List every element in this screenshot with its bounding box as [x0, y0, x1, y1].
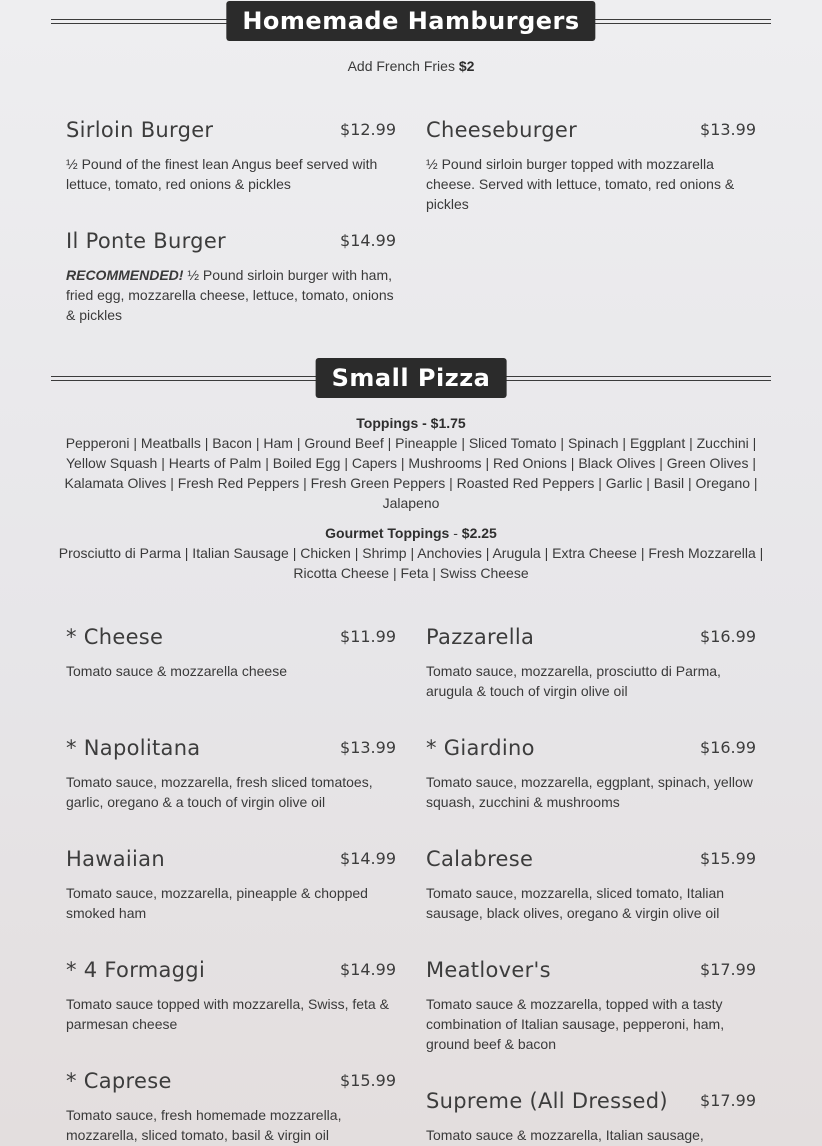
item-name: Meatlover's	[426, 958, 551, 982]
item-description: ½ Pound of the finest lean Angus beef served with lettuce, tomato, red onions & pickles	[66, 156, 378, 192]
item-price: $11.99	[340, 627, 396, 646]
toppings-label: Toppings - $1.75	[356, 415, 466, 431]
toppings-block	[51, 413, 771, 513]
item-price: $15.99	[700, 849, 756, 868]
item-price: $17.99	[700, 960, 756, 979]
item-description: Tomato sauce, fresh homemade mozzarella, mozzarella, sliced tomato, basil & virgin oil	[66, 1107, 342, 1143]
item-description-text: ½ Pound sirloin burger with ham, fried egg, mozzarella cheese, lettuce, tomato, onions & pickles	[66, 267, 394, 323]
item-name: Cheeseburger	[426, 118, 578, 142]
gourmet-price: $2.25	[461, 525, 497, 541]
item-name: * Cheese	[66, 625, 164, 649]
item-price: $14.99	[340, 849, 396, 868]
item-name: Il Ponte Burger	[66, 229, 226, 253]
item-description: Tomato sauce, mozzarella, pineapple & chopped smoked ham	[66, 885, 368, 921]
item-name: * 4 Formaggi	[66, 958, 206, 982]
pizza-section-header	[51, 358, 771, 398]
toppings-list: Pepperoni | Meatballs | Bacon | Ham | Ground Beef | Pineapple | Sliced Tomato | Spinach | Eggplant | Zucchini | Yellow Squash | Hearts of Palm | Boiled Egg | Capers | Mushrooms | Red Onions | Black Olives | Green Olives | Kalamata Olives | Fresh Red Peppers | Fresh Green Peppers | Roasted Red Peppers | Garlic | Basil | Oregano | Jalapeno	[64, 435, 758, 511]
item-price: $12.99	[340, 120, 396, 139]
hamburgers-section-header	[51, 1, 771, 41]
item-name: * Giardino	[426, 736, 535, 760]
fries-addon-price: $2	[458, 58, 475, 74]
pizza-title: Small Pizza	[316, 358, 507, 398]
fries-addon-text: Add French Fries	[347, 58, 459, 74]
item-price: $14.99	[340, 960, 396, 979]
item-description: Tomato sauce, mozzarella, eggplant, spinach, yellow squash, zucchini & mushrooms	[426, 774, 753, 810]
gourmet-separator: -	[449, 525, 462, 541]
item-price: $15.99	[340, 1071, 396, 1090]
item-price: $14.99	[340, 231, 396, 250]
item-price: $16.99	[700, 738, 756, 757]
item-name: Calabrese	[426, 847, 534, 871]
gourmet-toppings-block	[51, 523, 771, 583]
item-price: $17.99	[700, 1091, 756, 1110]
fries-addon	[51, 56, 771, 76]
item-name: Sirloin Burger	[66, 118, 214, 142]
item-description	[66, 265, 396, 325]
item-description: Tomato sauce & mozzarella cheese	[66, 663, 287, 679]
item-price: $16.99	[700, 627, 756, 646]
item-description: Tomato sauce topped with mozzarella, Swiss, feta & parmesan cheese	[66, 996, 389, 1032]
item-name: Hawaiian	[66, 847, 165, 871]
item-name: Pazzarella	[426, 625, 535, 649]
item-description: Tomato sauce & mozzarella, topped with a tasty combination of Italian sausage, pepperoni, ham, ground beef & bacon	[426, 996, 725, 1052]
item-description: Tomato sauce, mozzarella, fresh sliced tomatoes, garlic, oregano & a touch of virgin olive oil	[66, 774, 373, 810]
gourmet-toppings-list: Prosciutto di Parma | Italian Sausage | Chicken | Shrimp | Anchovies | Arugula | Extra Cheese | Fresh Mozzarella | Ricotta Cheese | Feta | Swiss Cheese	[58, 545, 764, 581]
item-description: Tomato sauce, mozzarella, prosciutto di Parma, arugula & touch of virgin olive oil	[426, 663, 721, 699]
recommended-tag: RECOMMENDED!	[66, 267, 184, 283]
gourmet-label: Gourmet Toppings	[325, 525, 450, 541]
item-description: Tomato sauce, mozzarella, sliced tomato, Italian sausage, black olives, oregano & virgin olive oil	[426, 885, 725, 921]
item-name: * Caprese	[66, 1069, 172, 1093]
hamburgers-title: Homemade Hamburgers	[226, 1, 595, 41]
item-price: $13.99	[340, 738, 396, 757]
item-name: Supreme (All Dressed)	[426, 1089, 668, 1113]
item-description: ½ Pound sirloin burger topped with mozzarella cheese. Served with lettuce, tomato, red onions & pickles	[426, 156, 735, 212]
item-name: * Napolitana	[66, 736, 201, 760]
item-price: $13.99	[700, 120, 756, 139]
item-description: Tomato sauce & mozzarella, Italian sausage,	[426, 1127, 704, 1143]
